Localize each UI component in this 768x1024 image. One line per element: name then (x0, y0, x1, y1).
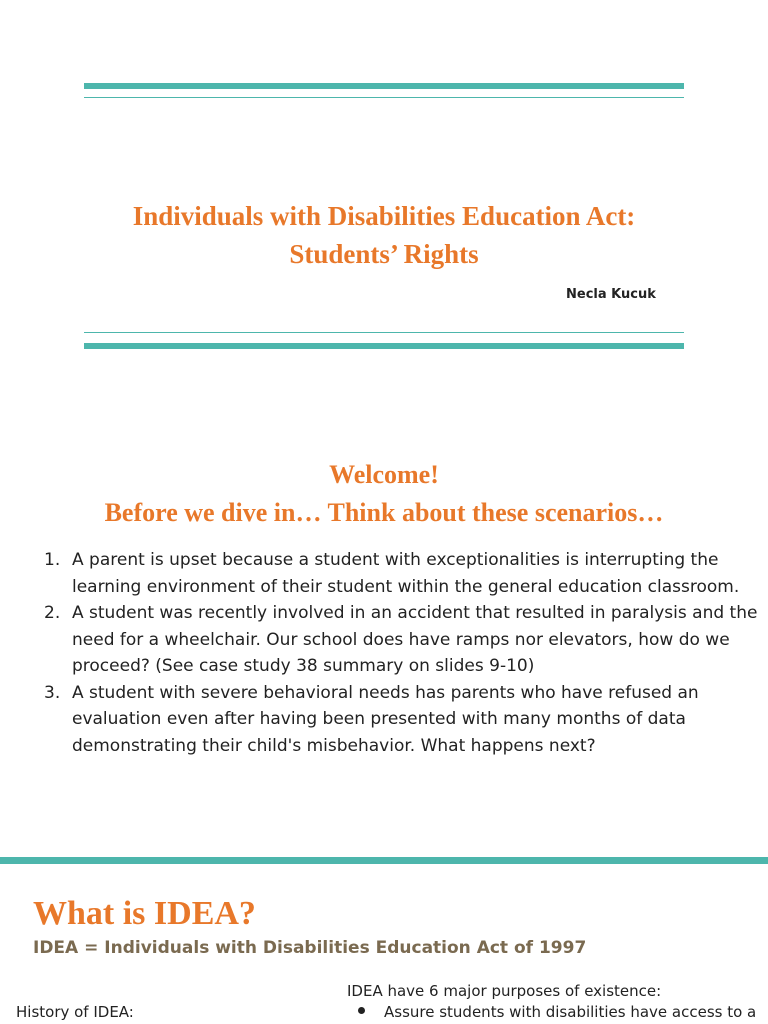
section-divider-rule (0, 857, 768, 864)
scenario-item (40, 680, 760, 760)
scenario-list (40, 547, 760, 759)
presentation-title (0, 197, 768, 273)
title-line-2: Students’ Rights (289, 239, 479, 269)
scenario-number: 2. (44, 603, 61, 623)
scenario-text: A parent is upset because a student with exceptionalities is interrupting the learning environment of their student within the general education classroom. (72, 550, 740, 597)
purpose-text: Assure students with disabilities have access to a (384, 1003, 757, 1021)
purpose-list-item (358, 1002, 756, 1022)
title-line-1: Individuals with Disabilities Education Act: (132, 201, 636, 231)
scenario-text: A student with severe behavioral needs has parents who have refused an evaluation even after having been presented with many months of data demonstrating their child's misbehavior. What happens next? (72, 682, 699, 756)
idea-section-title: What is IDEA? (33, 895, 256, 932)
history-label: History of IDEA: (16, 1003, 134, 1021)
author-name: Necla Kucuk (566, 287, 656, 302)
welcome-line: Welcome! (329, 460, 439, 489)
scenario-item (40, 600, 760, 680)
scenario-number: 3. (44, 682, 61, 703)
scenario-text: A student was recently involved in an accident that resulted in paralysis and the need for a wheelchair. Our school does have ramps nor elevators, how do we proceed? (See case study 38 summary on slides 9-10) (72, 603, 758, 676)
top-rule-thick (84, 83, 684, 89)
scenario-number: 1. (44, 550, 61, 570)
bullet-icon (358, 1007, 365, 1014)
welcome-heading (0, 456, 768, 532)
scenario-item (40, 547, 760, 600)
bottom-rule-thin (84, 332, 684, 333)
bottom-rule-thick (84, 343, 684, 349)
top-rule-thin (84, 97, 684, 98)
scenarios-intro-line: Before we dive in… Think about these scenarios… (104, 498, 664, 527)
idea-definition: IDEA = Individuals with Disabilities Education Act of 1997 (33, 938, 587, 958)
purposes-intro: IDEA have 6 major purposes of existence: (347, 982, 662, 1000)
